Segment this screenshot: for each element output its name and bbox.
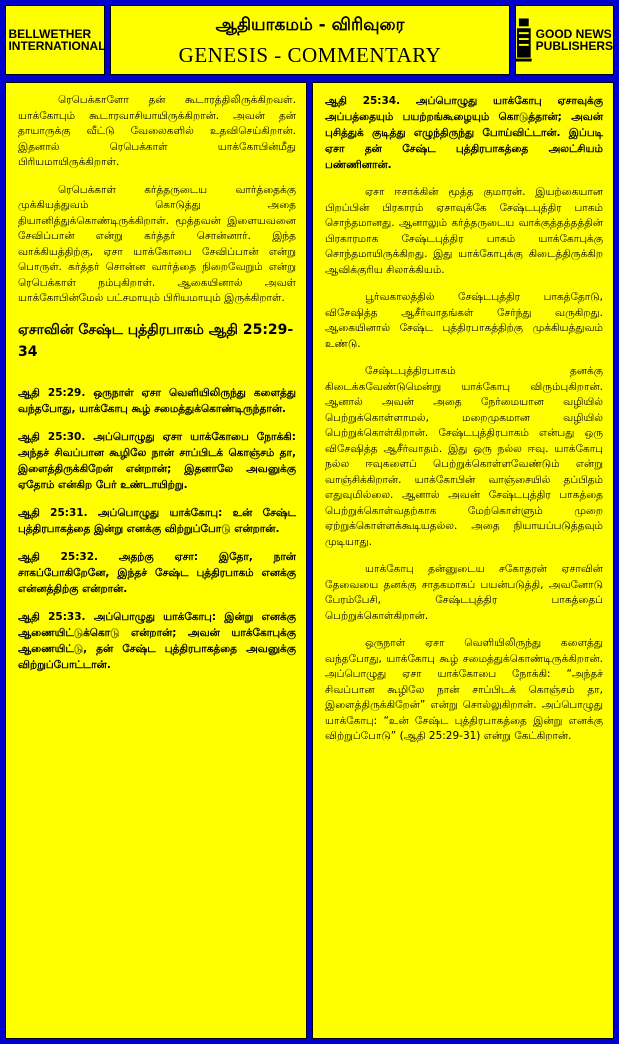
- right-column: [312, 82, 614, 1039]
- title-tamil: ஆதியாகமம் - விரிவுரை: [215, 15, 405, 35]
- good-news-logo: [515, 5, 614, 75]
- book-icon: [516, 18, 532, 62]
- bellwether-line2: INTERNATIONAL: [8, 39, 106, 53]
- right-paragraph-3: சேஷ்டபுத்திரபாகம் தனக்கு கிடைக்கவேண்டுமென்று யாக்கோபு விரும்புகிறான். ஆனால் அவன் அதை நேர்மையான வழியில் பெற்றுக்கொள்ளாமல், மறைமுகமான வழியில் பெற்றுக்கொள்கிறான். சேஷ்டபுத்திரபாகம் என்பது ஒரு விசேஷித்த ஆசீர்வாதம். இது ஒரு நல்ல ஈவு. யாக்கோபு நல்ல ஈவுகளைப் பெற்றுக்கொள்ளவேண்டும் என்று வாஞ்சிக்கிறான். யாக்கோபின் வாஞ்சையில் தப்பிதம் எதுவுமில்லை. ஆனால் அவன் சேஷ்டபுத்திர பாகத்தை பெற்றுக்கொள்வதற்காக மேற்கொள்ளும் முறை ஏற்றுக்கொள்ளக்கூடியதல்ல. அதை நியாயப்படுத்தவும் முடியாது.: [325, 365, 603, 548]
- page-header: [110, 5, 510, 75]
- verse-25-29: ஆதி 25:29. ஒருநாள் ஏசா வெளியிலிருந்து களைத்து வந்தபோது, யாக்கோபு கூழ் சமைத்துக்கொண்டிருந்தான்.: [18, 386, 296, 415]
- verse-25-31: ஆதி 25:31. அப்பொழுது யாக்கோபு: உன் சேஷ்ட புத்திரபாகத்தை இன்று எனக்கு விற்றுப்போடு என்றான்.: [18, 506, 296, 535]
- title-english: GENESIS - COMMENTARY: [178, 43, 442, 67]
- section-heading: ஏசாவின் சேஷ்ட புத்திரபாகம் ஆதி 25:29-34: [18, 321, 294, 360]
- right-paragraph-1: ஏசா ஈசாக்கின் மூத்த குமாரன். இயற்கையான பிறப்பின் பிரகாரம் ஏசாவுக்கே சேஷ்டபுத்திர பாகம் சொந்தமானது. ஆனாலும் கர்த்தருடைய வாக்குத்தத்தத்தின் பிரகாரமாக சேஷ்டபுத்திர பாகம் யாக்கோபுக்கு சொந்தமாயிருக்கிறது. இது யாக்கோபுக்கு கிடைத்திருக்கிற ஆவிக்குரிய சிலாக்கியம்.: [325, 186, 603, 276]
- good-news-line2: PUBLISHERS: [535, 39, 613, 53]
- left-column: [5, 82, 307, 1039]
- left-paragraph-1: ரெபெக்காளோ தன் கூடாரத்திலிருக்கிறவள். யாக்கோபும் கூடாரவாசியாயிருக்கிறான். அவன் தன் தாயாருக்கு வீட்டு வேலைகளில் உதவிசெய்கிறான். இதனால் ரெபெக்காள் யாக்கோபின்மீது பிரியமாயிருக்கிறாள்.: [18, 94, 296, 168]
- verse-25-32: ஆதி 25:32. அதற்கு ஏசா: இதோ, நான் சாகப்போகிறேனே, இந்தச் சேஷ்ட புத்திரபாகம் எனக்கு என்னத்திற்கு என்றான்.: [18, 550, 296, 595]
- bellwether-line1: BELLWETHER: [8, 27, 92, 41]
- good-news-line1: GOOD NEWS: [535, 27, 612, 41]
- verse-25-30: ஆதி 25:30. அப்பொழுது ஏசா யாக்கோபை நோக்கி: அந்தச் சிவப்பான கூழிலே நான் சாப்பிடக் கொஞ்சம் தா, இளைத்திருக்கிறேன் என்றான்; இதனாலே அவனுக்கு ஏதோம் என்கிற பேர் உண்டாயிற்று.: [18, 430, 296, 491]
- left-paragraph-2: ரெபெக்காள் கர்த்தருடைய வார்த்தைக்கு முக்கியத்துவம் கொடுத்து அதை தியானித்துக்கொண்டிருக்கிறாள். மூத்தவன் இளையவனை சேவிப்பான் என்று கர்த்தர் சொன்னார். இந்த வாக்கியத்திற்கு, ஏசா யாக்கோபை சேவிப்பான் என்று பொருள். கர்த்தர் சொன்ன வார்த்தை நிறைவேறும் என்று ரெபெக்காள் நம்புகிறாள். ஆகையினால் அவள் யாக்கோபின்மேல் பட்சமாயும் பிரியமாயும் இருக்கிறாள்.: [18, 183, 296, 304]
- right-paragraph-4: யாக்கோபு தன்னுடைய சகோதரன் ஏசாவின் தேவையை தனக்கு சாதகமாகப் பயன்படுத்தி, அவனோடு பேரம்பேசி, சேஷ்டபுத்திர பாகத்தைப் பெற்றுக்கொள்கிறான்.: [325, 563, 603, 622]
- bellwether-logo: [5, 5, 105, 75]
- right-paragraph-2: பூர்வகாலத்தில் சேஷ்டபுத்திர பாகத்தோடு, விசேஷித்த ஆசீர்வாதங்கள் சேர்ந்து வருகிறது. ஆகையினால் சேஷ்ட புத்திரபாகத்திற்கு முக்கியத்துவம் உண்டு.: [325, 291, 603, 350]
- verse-25-33: ஆதி 25:33. அப்பொழுது யாக்கோபு: இன்று எனக்கு ஆணையிட்டுக்கொடு என்றான்; அவன் யாக்கோபுக்கு ஆணையிட்டு, தன் சேஷ்ட புத்திரபாகத்தை அவனுக்கு விற்றுப்போட்டான்.: [18, 610, 296, 671]
- right-paragraph-5: ஒருநாள் ஏசா வெளியிலிருந்து களைத்து வந்தபோது, யாக்கோபு கூழ் சமைத்துக்கொண்டிருக்கிறான். அப்பொழுது ஏசா யாக்கோபை நோக்கி: “அந்தச் சிவப்பான கூழிலே நான் சாப்பிடக் கொஞ்சம் தா, இளைத்திருக்கிறேன்” என்று சொல்லுகிறான். அப்பொழுது யாக்கோபு: “உன் சேஷ்ட புத்திரபாகத்தை இன்று எனக்கு விற்றுப்போடு” (ஆதி 25:29-31) என்று கேட்கிறான்.: [325, 637, 603, 742]
- verse-25-34: ஆதி 25:34. அப்பொழுது யாக்கோபு ஏசாவுக்கு அப்பத்தையும் பயற்றங்கூழையும் கொடுத்தான்; அவன் புசித்துக் குடித்து எழுந்திருந்து போய்விட்டான். இப்படி ஏசா தன் சேஷ்ட புத்திரபாகத்தை அலட்சியம் பண்ணினான்.: [325, 95, 603, 171]
